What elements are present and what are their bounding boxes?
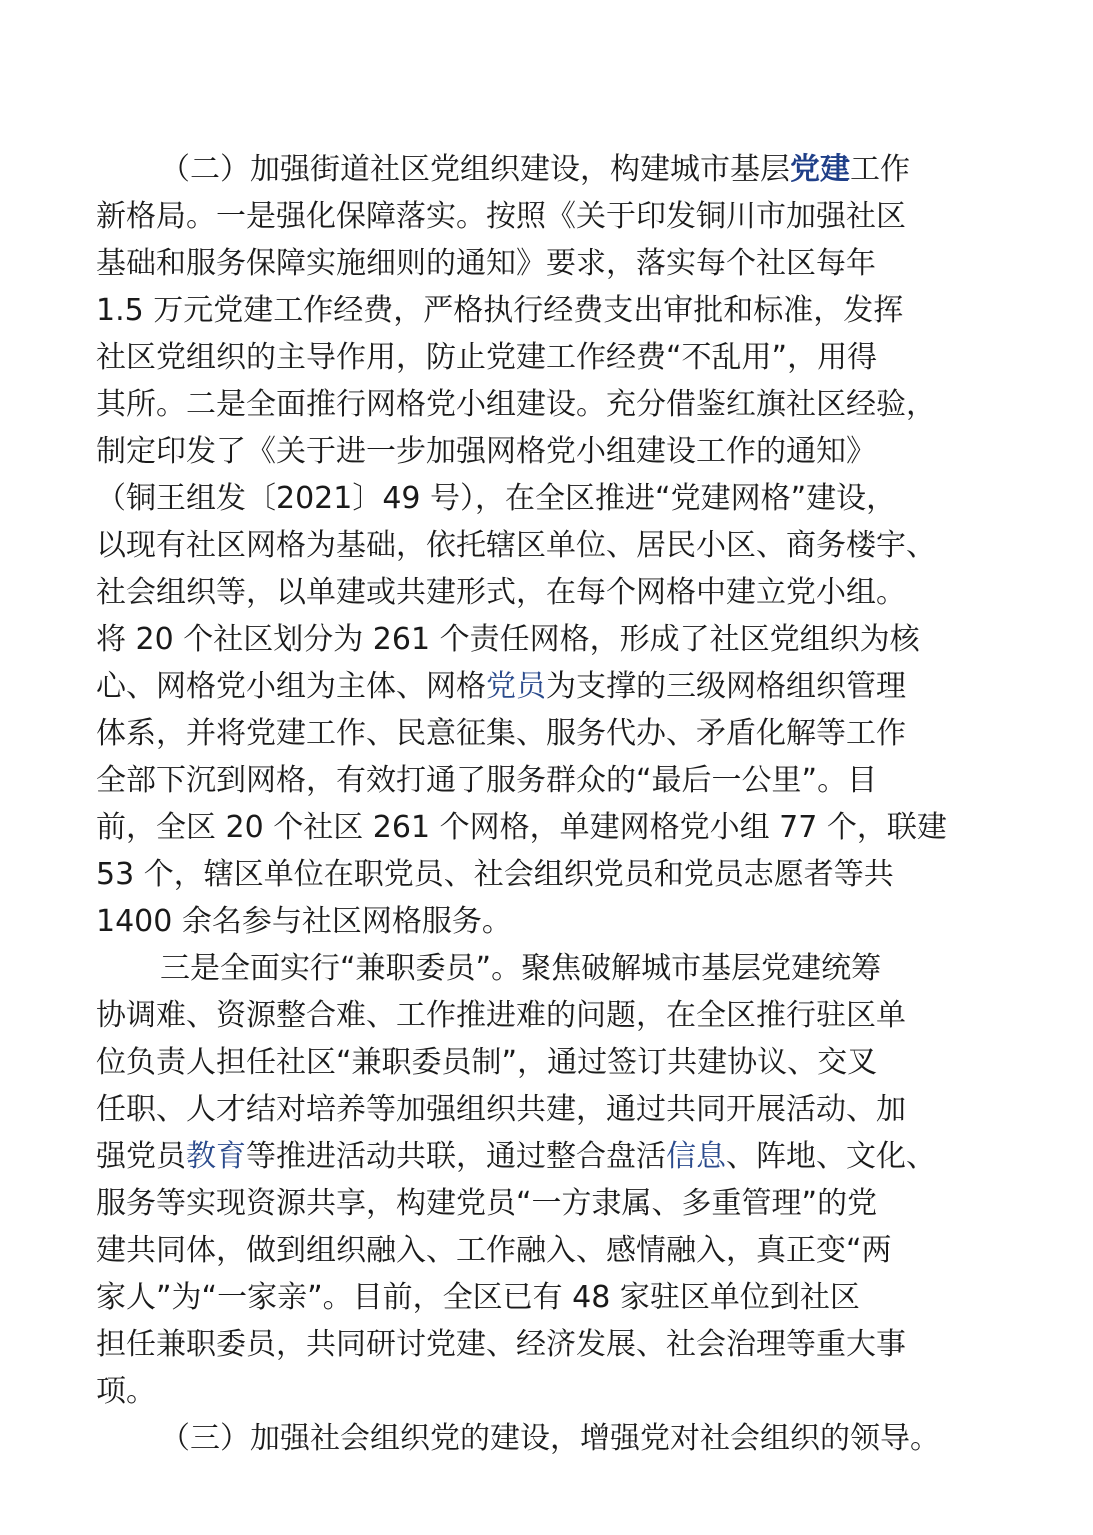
text-line [96, 146, 1036, 193]
document-body [96, 146, 1036, 1462]
text-segment: 心、网格党小组为主体、网格 [96, 669, 486, 704]
text-line [96, 898, 1036, 945]
keyword-link-dangyuan[interactable]: 党员 [486, 669, 546, 704]
text-line [96, 1368, 1036, 1415]
text-line [96, 1180, 1036, 1227]
keyword-link-jiaoyu[interactable]: 教育 [186, 1139, 246, 1174]
text-line [96, 663, 1036, 710]
text-segment: 以现有社区网格为基础，依托辖区单位、居民小区、商务楼宇、 [96, 528, 936, 563]
text-segment: 体系，并将党建工作、民意征集、服务代办、矛盾化解等工作 [96, 716, 906, 751]
text-segment: 协调难、资源整合难、工作推进难的问题，在全区推行驻区单 [96, 998, 906, 1033]
text-segment: 社区党组织的主导作用，防止党建工作经费“不乱用”，用得 [96, 340, 878, 375]
keyword-link-dangjian[interactable]: 党建 [790, 152, 850, 187]
text-line [96, 1415, 1036, 1462]
text-segment: 任职、人才结对培养等加强组织共建，通过共同开展活动、加 [96, 1092, 906, 1127]
text-segment: 强党员 [96, 1139, 186, 1174]
text-segment: 1400 余名参与社区网格服务。 [96, 904, 512, 939]
text-segment: 制定印发了《关于进一步加强网格党小组建设工作的通知》 [96, 434, 876, 469]
text-segment: （三）加强社会组织党的建设，增强党对社会组织的领导。 [160, 1421, 940, 1456]
text-segment: 位负责人担任社区“兼职委员制”，通过签订共建协议、交叉 [96, 1045, 878, 1080]
text-line [96, 475, 1036, 522]
text-line [96, 757, 1036, 804]
keyword-link-xinxi[interactable]: 信息 [666, 1139, 726, 1174]
text-segment: 工作 [850, 152, 910, 187]
text-segment: 将 20 个社区划分为 261 个责任网格，形成了社区党组织为核 [96, 622, 920, 657]
text-segment: 、阵地、文化、 [726, 1139, 936, 1174]
text-line [96, 1321, 1036, 1368]
text-segment: （铜王组发〔2021〕49 号），在全区推进“党建网格”建设， [96, 481, 897, 516]
text-segment: 三是全面实行“兼职委员”。聚焦破解城市基层党建统筹 [160, 951, 882, 986]
text-line [96, 381, 1036, 428]
text-line [96, 992, 1036, 1039]
text-segment: 建共同体，做到组织融入、工作融入、感情融入，真正变“两 [96, 1233, 892, 1268]
text-line [96, 1133, 1036, 1180]
text-line [96, 804, 1036, 851]
text-segment: 新格局。一是强化保障落实。按照《关于印发铜川市加强社区 [96, 199, 906, 234]
text-line [96, 616, 1036, 663]
text-line [96, 1039, 1036, 1086]
text-line [96, 1086, 1036, 1133]
text-line [96, 334, 1036, 381]
text-line [96, 1227, 1036, 1274]
text-line [96, 193, 1036, 240]
text-line [96, 851, 1036, 898]
text-segment: 服务等实现资源共享，构建党员“一方隶属、多重管理”的党 [96, 1186, 878, 1221]
text-line [96, 945, 1036, 992]
text-line [96, 287, 1036, 334]
text-line [96, 710, 1036, 757]
text-segment: 等推进活动共联，通过整合盘活 [246, 1139, 666, 1174]
text-segment: 其所。二是全面推行网格党小组建设。充分借鉴红旗社区经验， [96, 387, 936, 422]
text-segment: 担任兼职委员，共同研讨党建、经济发展、社会治理等重大事 [96, 1327, 906, 1362]
text-segment: 基础和服务保障实施细则的通知》要求，落实每个社区每年 [96, 246, 876, 281]
text-line [96, 569, 1036, 616]
text-segment: （二）加强街道社区党组织建设，构建城市基层 [160, 152, 790, 187]
text-segment: 53 个，辖区单位在职党员、社会组织党员和党员志愿者等共 [96, 857, 894, 892]
text-line [96, 240, 1036, 287]
text-segment: 1.5 万元党建工作经费，严格执行经费支出审批和标准，发挥 [96, 293, 904, 328]
text-segment: 前，全区 20 个社区 261 个网格，单建网格党小组 77 个，联建 [96, 810, 947, 845]
text-segment: 社会组织等，以单建或共建形式，在每个网格中建立党小组。 [96, 575, 906, 610]
text-segment: 项。 [96, 1374, 156, 1409]
text-segment: 家人”为“一家亲”。目前，全区已有 48 家驻区单位到社区 [96, 1280, 860, 1315]
text-segment: 为支撑的三级网格组织管理 [546, 669, 906, 704]
text-line [96, 428, 1036, 475]
text-line [96, 522, 1036, 569]
text-line [96, 1274, 1036, 1321]
text-segment: 全部下沉到网格，有效打通了服务群众的“最后一公里”。目 [96, 763, 878, 798]
